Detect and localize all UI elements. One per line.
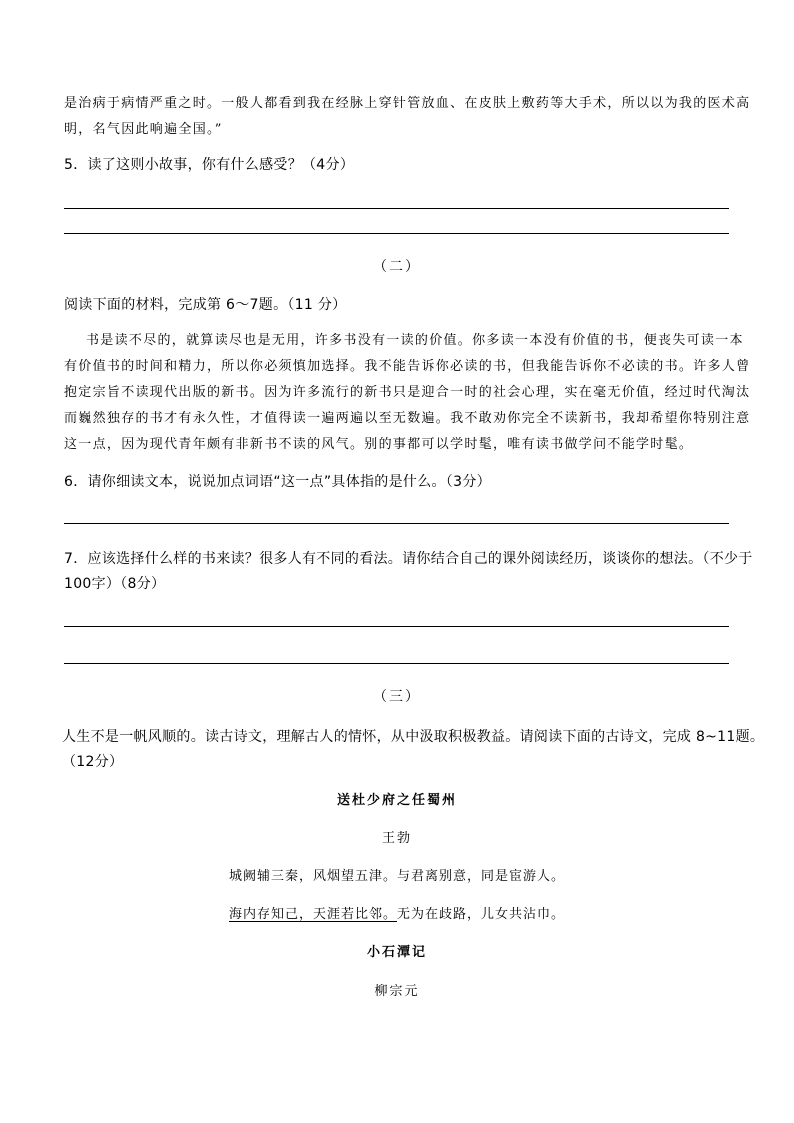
poem-title: 送杜少府之任蜀州 <box>336 793 457 808</box>
passage2-line-2: 有价值书的时间和精力，所以你必须慎加选择。我不能告诉你必读的书，但我能告诉你不必读的书。许多人曾 <box>64 359 751 374</box>
section-2-intro: 阅读下面的材料，完成第 6～7题。（11 分） <box>64 297 347 313</box>
answer-line-q5-2[interactable] <box>64 233 729 234</box>
prose-title: 小石潭记 <box>366 945 427 960</box>
question-7-line-2: 100字）（8分） <box>64 576 166 592</box>
section-3-intro-line-2: （12分） <box>62 754 124 770</box>
question-5: 5．读了这则小故事，你有什么感受？（4分） <box>64 157 355 173</box>
passage2-line-1: 书是读不尽的，就算读尽也是无用，许多书没有一读的价值。你多读一本没有价值的书，便丧失可读一本 <box>86 333 744 348</box>
section-3-heading: （三） <box>373 689 421 705</box>
question-6: 6．请你细读文本，说说加点词语“这一点”具体指的是什么。（3分） <box>64 474 491 490</box>
answer-line-q7-1[interactable] <box>64 626 729 627</box>
passage1-line-1: 是治病于病情严重之时。一般人都看到我在经脉上穿针管放血、在皮肤上敷药等大手术，所以以为我的医术高 <box>64 96 751 111</box>
passage1-line-2: 明，名气因此响遍全国。” <box>64 122 223 137</box>
passage2-line-5: 这一点，因为现代青年颇有非新书不读的风气。别的事都可以学时髦，唯有读书做学问不能学时髦。 <box>64 437 694 452</box>
poem-line-1: 城阙辅三秦，风烟望五津。与君离别意，同是宦游人。 <box>228 869 565 884</box>
answer-line-q6[interactable] <box>64 523 729 524</box>
section-2-heading: （二） <box>373 259 421 275</box>
answer-line-q7-2[interactable] <box>64 663 729 664</box>
passage2-line-3: 抱定宗旨不读现代出版的新书。因为许多流行的新书只是迎合一时的社会心理，实在毫无价值，经过时代淘汰 <box>64 385 751 400</box>
question-7-line-1: 7．应该选择什么样的书来读？很多人有不同的看法。请你结合自己的课外阅读经历，谈谈你的想法。（不少于 <box>64 551 753 567</box>
answer-line-q5-1[interactable] <box>64 208 729 209</box>
passage2-line-4: 而巍然独存的书才有永久性，才值得读一遍两遍以至无数遍。我不敢劝你完全不读新书，我却希望你特别注意 <box>64 411 751 426</box>
poem-line-2 <box>0 903 794 922</box>
poem-author: 王勃 <box>381 831 412 846</box>
poem-line-2-underlined: 海内存知己，天涯若比邻。 <box>228 907 397 922</box>
prose-author: 柳宗元 <box>374 984 420 999</box>
poem-line-2-rest: 无为在歧路，儿女共沾巾。 <box>397 907 566 922</box>
section-3-intro-line-1: 人生不是一帆风顺的。读古诗文，理解古人的情怀，从中汲取积极教益。请阅读下面的古诗文，完成 8~11题。 <box>62 729 765 745</box>
